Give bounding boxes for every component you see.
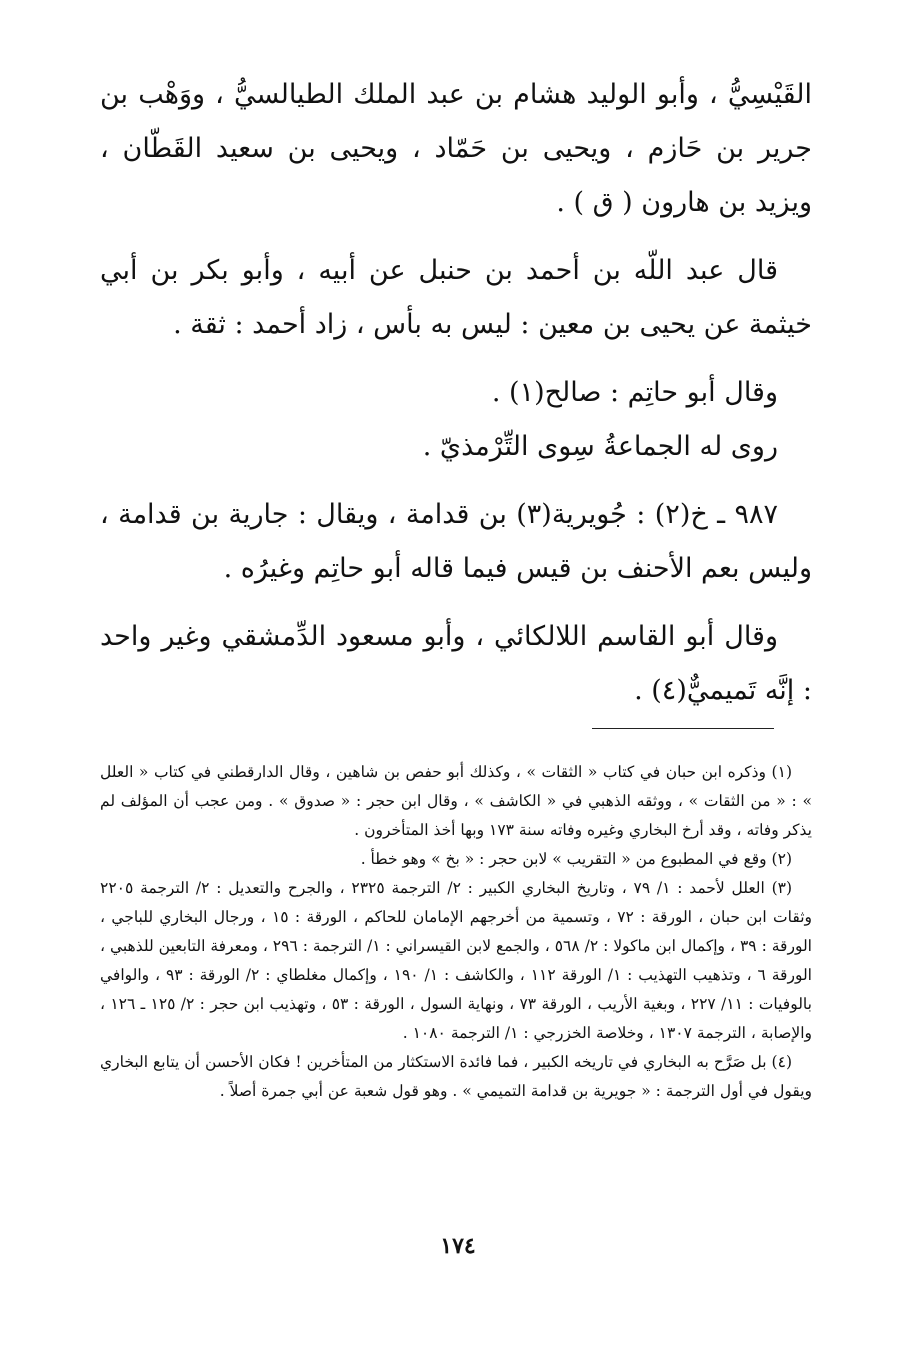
paragraph-abu-hatim: وقال أبو حاتِم : صالح(١) . bbox=[491, 377, 778, 408]
entry-987-heading: ٩٨٧ ـ خ(٢) : جُويرية(٣) بن قدامة ، ويقال : جارية بن قدامة ، وليس بعم الأحنف بن قيس فيما قاله أبو حاتِم وغيرُه . bbox=[100, 499, 812, 584]
footnote-4: (٤) بل صَرَّح به البخاري في تاريخه الكبير ، فما فائدة الاستكثار من المتأخرين ! فكان الأحسن أن يتابع البخاري ويقول في أول الترجمة : « جويرية بن قدامة التميمي » . وهو قول شعبة عن أبي جمرة أصلاً . bbox=[100, 1053, 812, 1100]
footnotes bbox=[100, 758, 812, 1106]
footnote-3: (٣) العلل لأحمد : ١/ ٧٩ ، وتاريخ البخاري الكبير : ٢/ الترجمة ٢٣٢٥ ، والجرح والتعديل : ٢/ الترجمة ٢٢٠٥ وثقات ابن حبان ، الورقة : ٧٢ ، وتسمية من أخرجهم الإمامان للحاكم ، الورقة : ١٥ ، ورجال البخاري للباجي ، الورقة : ٣٩ ، وإكمال ابن ماكولا : ٢/ ٥٦٨ ، والجمع لابن القيسراني : ١/ الترجمة : ٢٩٦ ، ومعرفة التابعين للذهبي ، الورقة ٦ ، وتذهيب التهذيب : ١/ الورقة ١١٢ ، والكاشف : ١/ ١٩٠ ، وإكمال مغلطاي : ٢/ الورقة : ٩٣ ، والوافي بالوفيات : ١١/ ٢٢٧ ، وبغية الأريب ، الورقة ٧٣ ، ونهاية السول ، الورقة : ٥٣ ، وتهذيب ابن حجر : ٢/ ١٢٥ ـ ١٢٦ ، والإصابة ، الترجمة ١٣٠٧ ، وخلاصة الخزرجي : ١/ الترجمة ١٠٨٠ . bbox=[100, 879, 812, 1042]
footnote-separator bbox=[592, 728, 774, 729]
main-text bbox=[100, 68, 812, 718]
footnote-2: (٢) وقع في المطبوع من « التقريب » لابن حجر : « بخ » وهو خطأ . bbox=[360, 850, 792, 868]
paragraph-abdullah-quote: قال عبد اللّه بن أحمد بن حنبل عن أبيه ، وأبو بكر بن أبي خيثمة عن يحيى بن معين : ليس به بأس ، زاد أحمد : ثقة . bbox=[100, 255, 812, 340]
paragraph-jamaah: روى له الجماعةُ سِوى التِّرْمذيّ . bbox=[422, 431, 778, 462]
page-number: ١٧٤ bbox=[440, 1233, 476, 1259]
paragraph-narrators: القَيْسِيُّ ، وأبو الوليد هشام بن عبد الملك الطيالسيُّ ، ووَهْب بن جرير بن حَازم ، ويحيى بن حَمّاد ، ويحيى بن سعيد القَطّان ، ويزيد بن هارون ( ق ) . bbox=[100, 79, 812, 218]
paragraph-lalakai: وقال أبو القاسم اللالكائي ، وأبو مسعود الدِّمشقي وغير واحد : إنَّه تَميميٌّ(٤) . bbox=[100, 621, 812, 706]
footnote-1: (١) وذكره ابن حبان في كتاب « الثقات » ، وكذلك أبو حفص بن شاهين ، وقال الدارقطني في كتاب « العلل » : « من الثقات » ، ووثقه الذهبي في « الكاشف » ، وقال ابن حجر : « صدوق » . ومن عجب أن المؤلف لم يذكر وفاته ، وقد أرخ البخاري وغيره وفاته سنة ١٧٣ وبها أخذ المتأخرون . bbox=[100, 763, 812, 839]
